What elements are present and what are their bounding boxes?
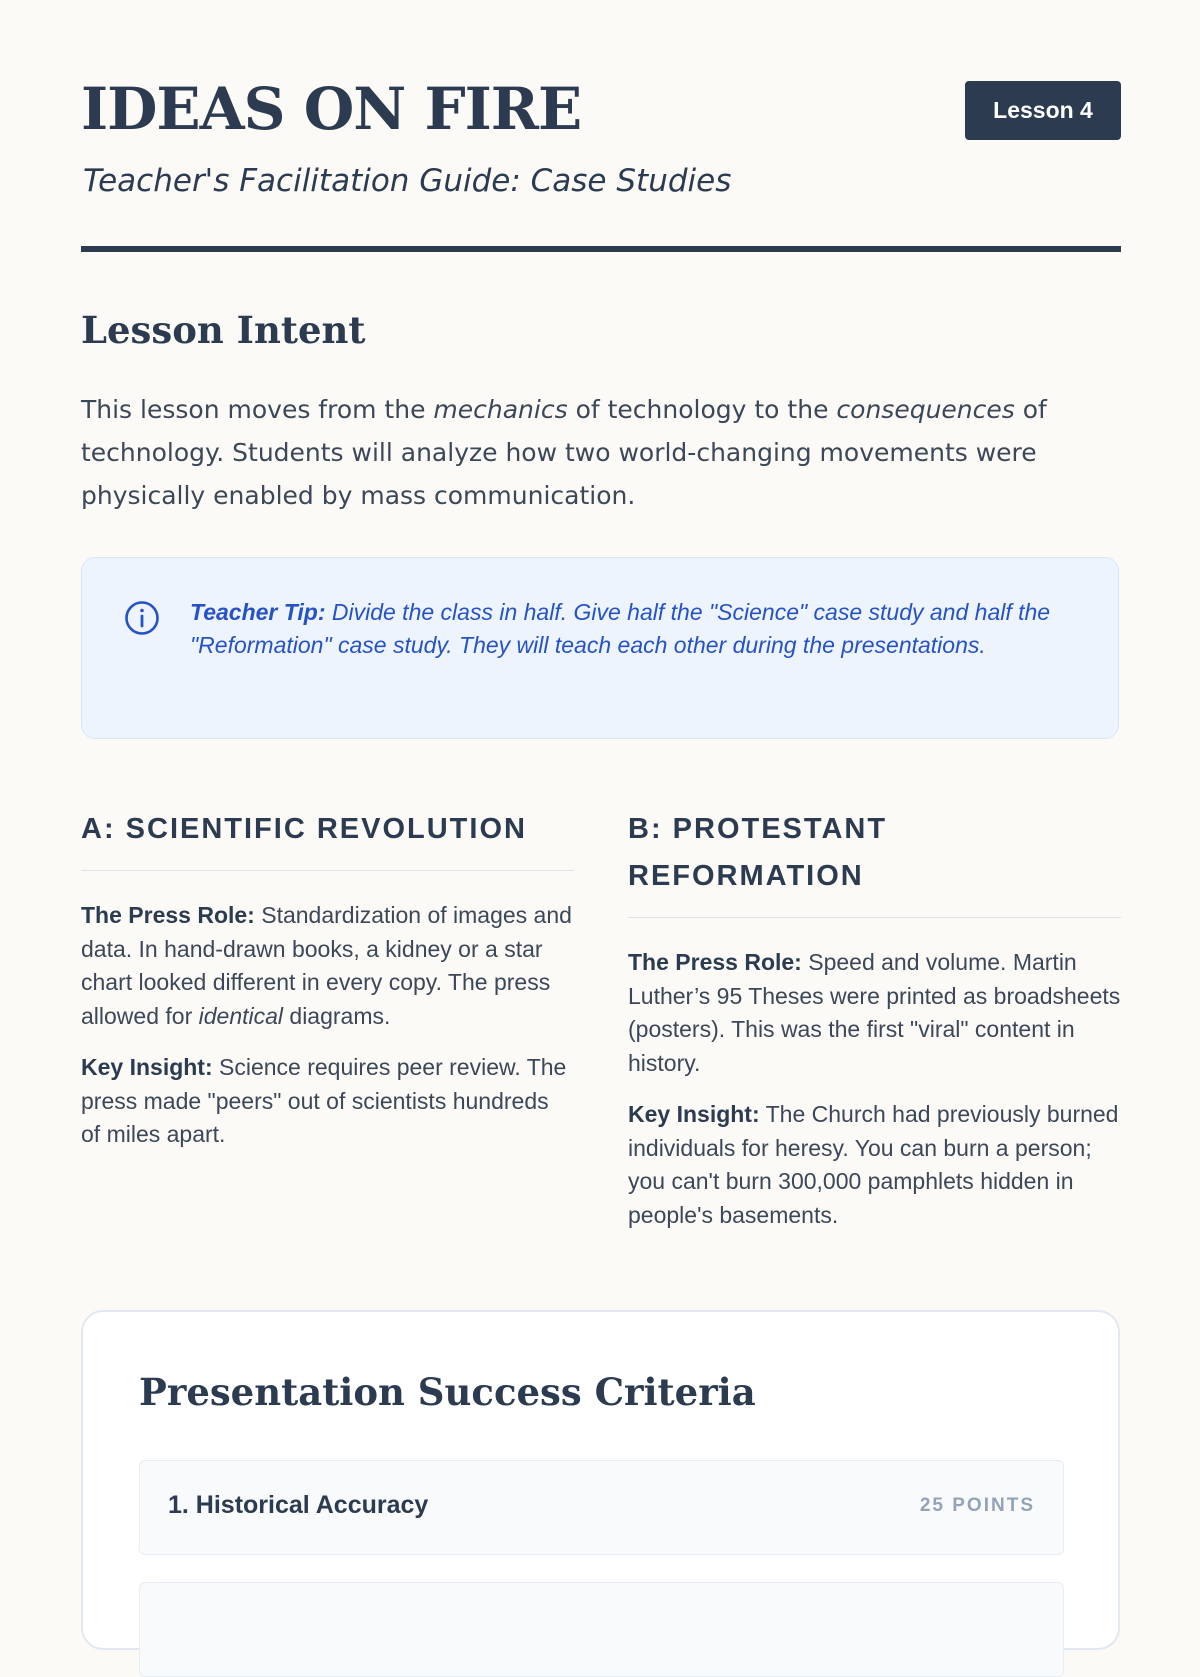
success-criteria-heading: Presentation Success Criteria: [139, 1370, 756, 1414]
lesson-badge: Lesson 4: [965, 81, 1121, 140]
criterion-name: 1. Historical Accuracy: [168, 1491, 429, 1519]
header-divider: [81, 246, 1121, 252]
lesson-intent-heading: Lesson Intent: [81, 308, 366, 352]
case-study-heading: A: SCIENTIFIC REVOLUTION: [81, 806, 574, 871]
emphasis-mechanics: mechanics: [433, 395, 568, 424]
teacher-tip-box: [81, 557, 1119, 739]
case-study-science: [81, 806, 574, 1152]
criterion-points: 25 POINTS: [919, 1495, 1035, 1516]
info-icon: [124, 600, 160, 636]
press-role-paragraph: The Press Role: Speed and volume. Martin Luther’s 95 Theses were printed as broadsheets (posters). This was the first "viral" content in history.: [628, 949, 1121, 1076]
success-criteria-card: [81, 1310, 1120, 1650]
criterion-row: [139, 1460, 1064, 1555]
teacher-tip-text: Teacher Tip: Divide the class in half. Give half the "Science" case study and half the "Reformation" case study. They will teach each other during the presentations.: [190, 599, 1051, 658]
emphasis-consequences: consequences: [836, 395, 1015, 424]
page-header: [81, 0, 1121, 254]
page-subtitle: Teacher's Facilitation Guide: Case Studies: [83, 163, 732, 199]
guide-page: [81, 0, 1121, 1519]
key-insight-paragraph: Key Insight: The Church had previously burned individuals for heresy. You can burn a person; you can't burn 300,000 pamphlets hidden in people's basements.: [628, 1101, 1119, 1228]
page-title: IDEAS ON FIRE: [81, 75, 582, 143]
teacher-tip-label: Teacher Tip:: [190, 599, 326, 625]
lesson-intent-text: This lesson moves from the mechanics of technology to the consequences of technology. Students will analyze how two world-changing movements were physically enabled by mass communication.: [81, 395, 1047, 510]
criterion-row-partial: [139, 1582, 1064, 1677]
key-insight-paragraph: Key Insight: Science requires peer review. The press made "peers" out of scientists hundreds of miles apart.: [81, 1054, 567, 1147]
case-study-heading: B: PROTESTANT REFORMATION: [628, 806, 1121, 918]
press-role-paragraph: The Press Role: Standardization of images and data. In hand-drawn books, a kidney or a star chart looked different in every copy. The press allowed for identical diagrams.: [81, 902, 572, 1029]
case-study-reformation: [628, 806, 1121, 1232]
